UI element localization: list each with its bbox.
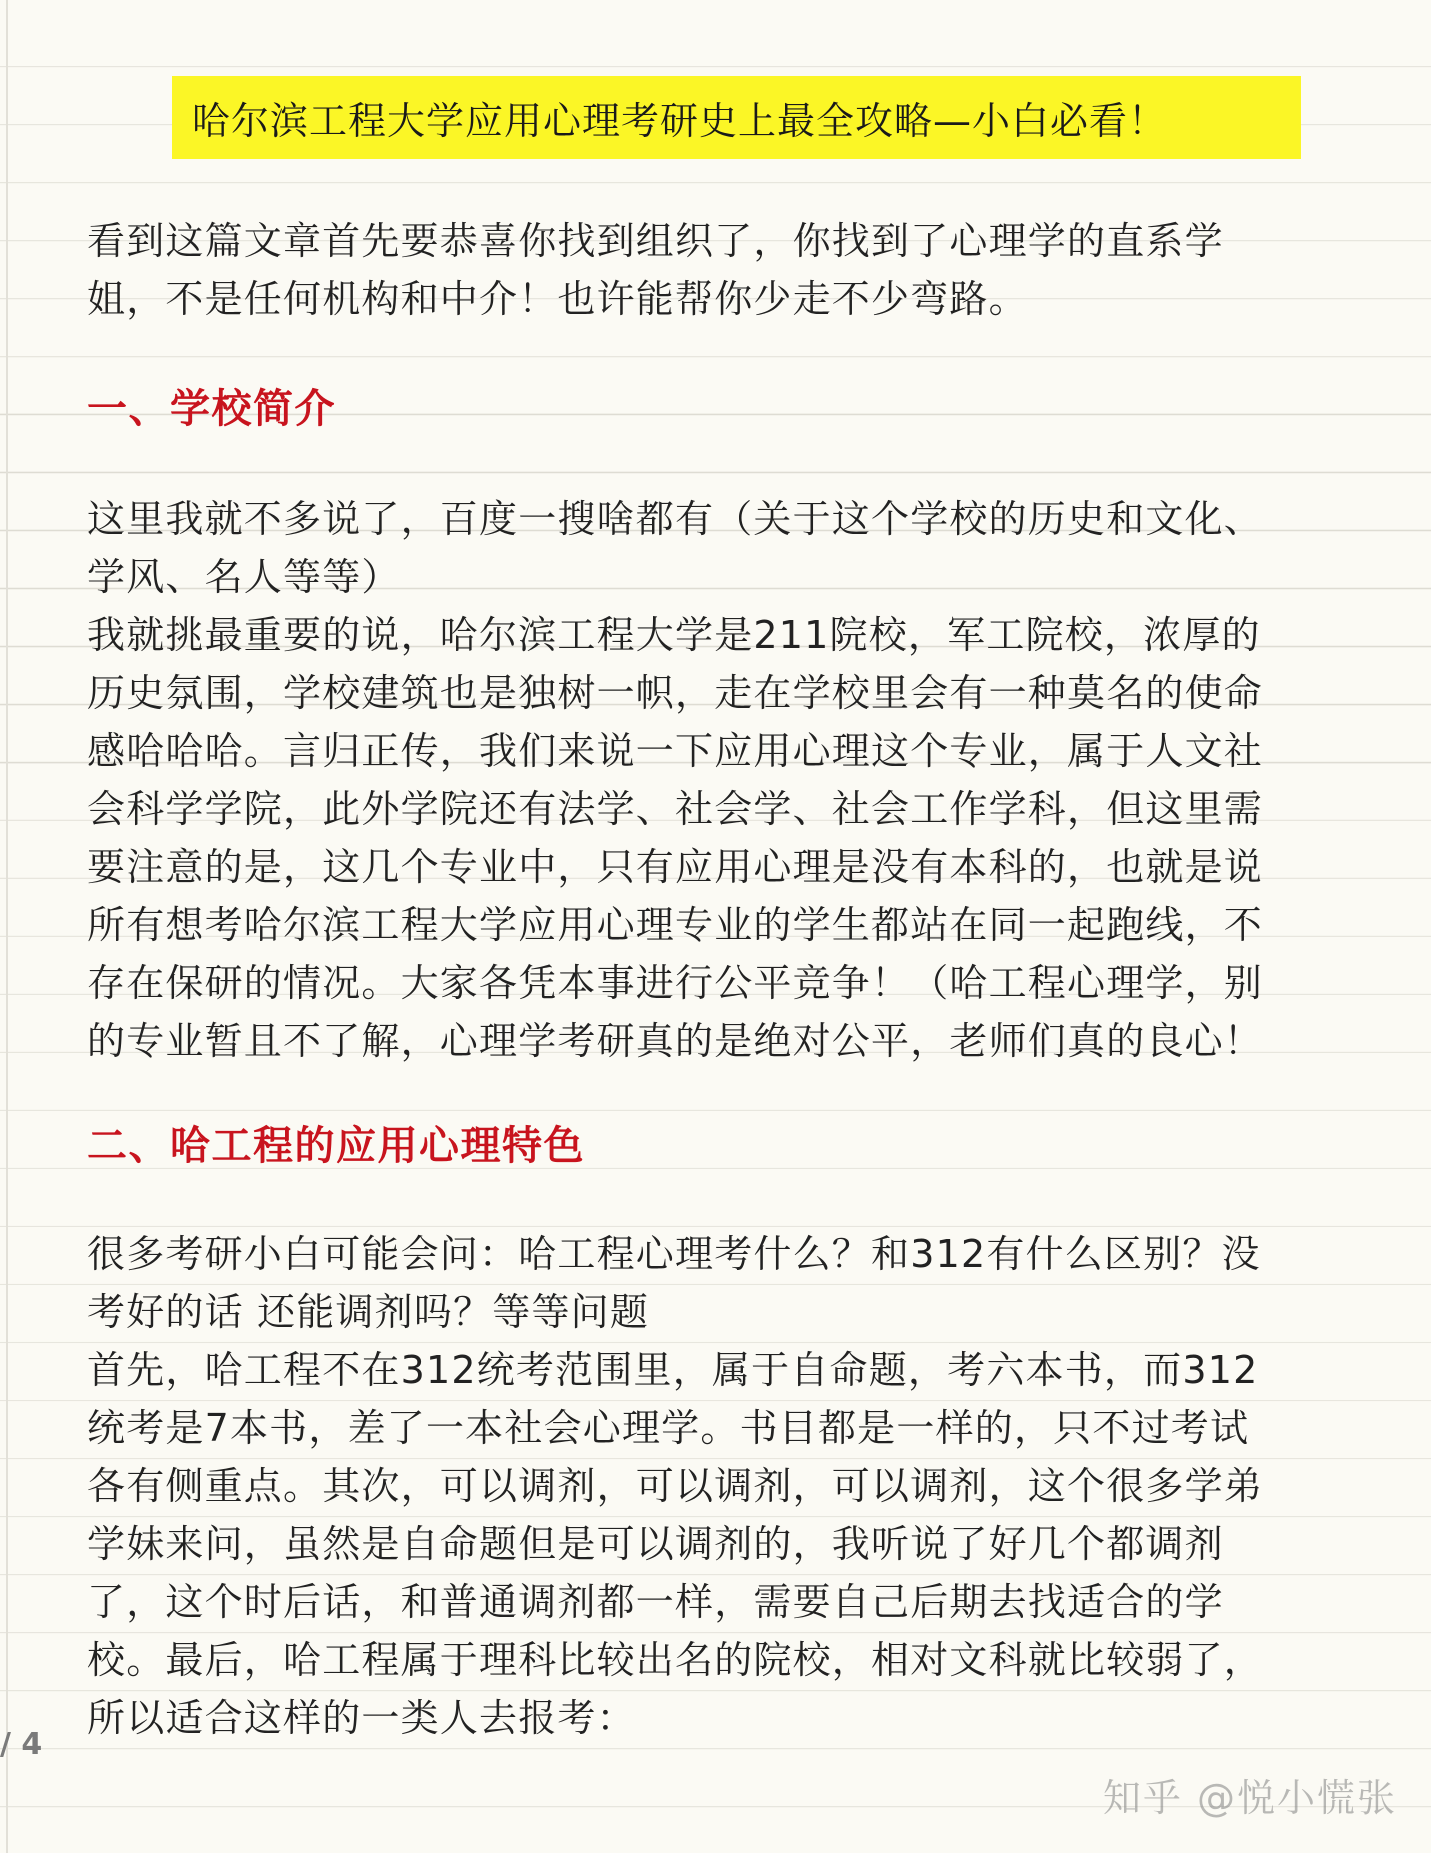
page-title: 哈尔滨工程大学应用心理考研史上最全攻略—小白必看！	[192, 99, 1168, 143]
watermark: 知乎 @悦小慌张	[1102, 1776, 1397, 1820]
intro-paragraph: 看到这篇文章首先要恭喜你找到组织了，你找到了心理学的直系学 姐，不是任何机构和中介！也许能帮你少走不少弯路。	[87, 219, 1224, 321]
title-banner	[172, 76, 1301, 159]
page-indicator: / 4	[0, 1727, 43, 1762]
section2-heading: 二、哈工程的应用心理特色	[87, 1123, 585, 1169]
section1-paragraph: 这里我就不多说了，百度一搜啥都有（关于这个学校的历史和文化、 学风、名人等等） 我就挑最重要的说，哈尔滨工程大学是211院校，军工院校，浓厚的 历史氛围，学校建筑也是独树一帜，走在学校里会有一种莫名的使命 感哈哈哈。言归正传，我们来说一下应用心理这个专业，属于人文社 会科学学院，此外学院还有法学、社会学、社会工作学科，但这里需 要注意的是，这几个专业中，只有应用心理是没有本科的，也就是说 所有想考哈尔滨工程大学应用心理专业的学生都站在同一起跑线，不 存在保研的情况。大家各凭本事进行公平竞争！（哈工程心理学，别 的专业暂且不了解，心理学考研真的是绝对公平，老师们真的良心！	[87, 497, 1264, 1063]
section1-heading: 一、学校简介	[87, 386, 336, 432]
section2-paragraph: 很多考研小白可能会问：哈工程心理考什么？和312有什么区别？没 考好的话 还能调剂吗？等等问题 首先，哈工程不在312统考范围里，属于自命题，考六本书，而312 统考是7本书，差了一本社会心理学。书目都是一样的，只不过考试 各有侧重点。其次，可以调剂，可以调剂，可以调剂，这个很多学弟 学妹来问，虽然是自命题但是可以调剂的，我听说了好几个都调剂 了，这个时后话，和普通调剂都一样，需要自己后期去找适合的学 校。最后，哈工程属于理科比较出名的院校，相对文科就比较弱了， 所以适合这样的一类人去报考：	[87, 1232, 1264, 1740]
notebook-margin-line	[6, 0, 8, 1853]
